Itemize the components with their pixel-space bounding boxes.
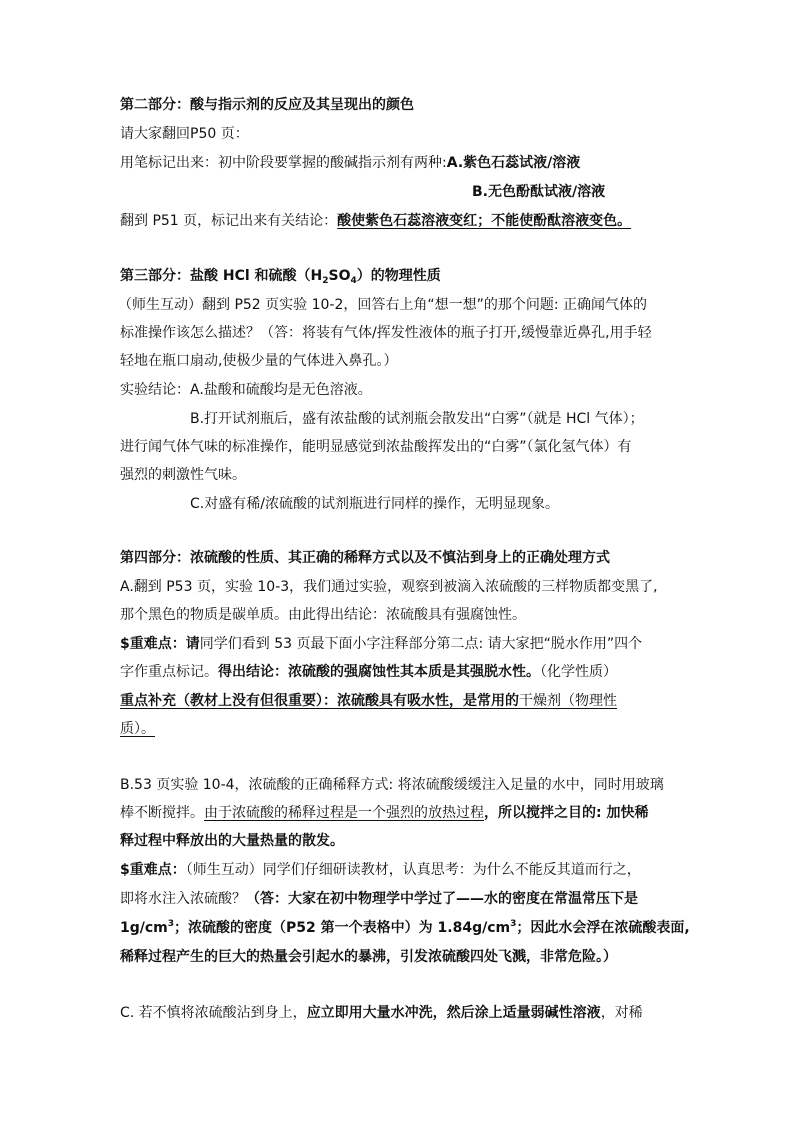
part2-line2-prefix: 用笔标记出来：初中阶段要掌握的酸碱指示剂有两种: (120, 155, 447, 171)
part3-heading-sub2: 4 (350, 276, 357, 286)
part2-conclusion: 酸使紫色石蕊溶液变红；不能使酚酞溶液变色。 (337, 213, 632, 229)
part2-line3-prefix: 翻到 P51 页，标记出来有关结论： (120, 213, 338, 229)
part3-p1-line3: 轻地在瓶口扇动,使极少量的气体进入鼻孔。） (120, 353, 398, 369)
part4-heading: 第四部分：浓硫酸的性质、其正确的稀释方式以及不慎沾到身上的正确处理方式 (120, 550, 610, 566)
part4-c-line (120, 1003, 643, 1023)
part2-line2 (120, 153, 580, 173)
part4-b-line1: B.53 页实验 10-4，浓硫酸的正确稀释方式: 将浓硫酸缓缓注入足量的水中，同时用玻璃 (120, 777, 664, 793)
indicator-item-b: B.无色酚酞试液/溶液 (472, 184, 606, 200)
keypoint2-line3-sup1: 3 (167, 919, 175, 929)
part2-heading: 第二部分：酸与指示剂的反应及其呈现出的颜色 (120, 97, 414, 113)
keypoint1-line1-rest: 同学们看到 53 页最下面小字注释部分第二点: 请大家把“脱水作用”四个 (199, 636, 643, 652)
conclusion-b-line3: 强烈的刺激性气味。 (120, 467, 246, 483)
part4-b-line2 (120, 803, 648, 823)
keypoint1-bold: 请 (185, 636, 200, 652)
part3-heading (120, 266, 441, 286)
part3-p1-line2: 标准操作该怎么描述？（答：将装有气体/挥发性液体的瓶子打开,缓慢靠近鼻孔,用手轻 (120, 325, 652, 341)
keypoint1-line1 (120, 634, 642, 654)
keypoint2-line1-rest: （师生互动）同学们仔细研读教材，认真思考：为什么不能反其道而行之， (185, 862, 641, 878)
part4-b-underline: 由于浓硫酸的稀释过程是一个强烈的放热过程 (204, 805, 484, 821)
part3-heading-mid: SO (328, 268, 351, 284)
part3-p1-line1: （师生互动）翻到 P52 页实验 10-2，回答右上角“想一想”的那个问题: 正确闻气体的 (118, 297, 648, 313)
part4-b-line2-prefix: 棒不断搅拌。 (120, 805, 204, 821)
part4-b-bold: ，所以搅拌之目的: 加快稀 (484, 805, 649, 821)
keypoint2-line3 (120, 918, 690, 938)
keypoint2-line3-sup2: 3 (510, 919, 517, 929)
conclusion-b-line1: B.打开试剂瓶后，盛有浓盐酸的试剂瓶会散发出“白雾”（就是 HCl 气体）； (190, 411, 644, 427)
keypoint2-line4: 稀释过程产生的巨大的热量会引起水的暴沸，引发浓硫酸四处飞溅，非常危险。） (120, 949, 617, 965)
part4-c-suffix: ，对稀 (600, 1005, 643, 1021)
part3-heading-prefix: 第三部分：盐酸 HCl 和硫酸（H (120, 268, 323, 284)
conclusion-c: C.对盛有稀/浓硫酸的试剂瓶进行同样的操作，无明显现象。 (190, 496, 559, 512)
keypoint2-line1 (120, 860, 641, 880)
keypoint1-line2-suffix: （化学性质） (540, 664, 617, 680)
supplement-bold: 重点补充（教材上没有但很重要）：浓硫酸具有吸水性，是常用的 (120, 693, 519, 709)
supplement-line1 (120, 691, 617, 711)
keypoint2-label: $重难点： (120, 862, 186, 878)
keypoint2-line3-a: 1g/cm (120, 920, 168, 936)
part4-c-bold: 应立即用大量水冲洗，然后涂上适量弱碱性溶液 (306, 1005, 601, 1021)
indicator-item-a: A.紫色石蕊试液/溶液 (446, 155, 581, 171)
keypoint1-line2-prefix: 字作重点标记。 (120, 664, 218, 680)
supplement-rest: 干燥剂（物理性 (519, 693, 617, 709)
part3-heading-sub1: 2 (322, 276, 329, 286)
keypoint2-line3-b: ；浓硫酸的密度（P52 第一个表格中）为 1.84g/cm (174, 920, 511, 936)
keypoint2-line2-prefix: 即将水注入浓硫酸？ (120, 891, 246, 907)
keypoint1-conclusion: 得出结论：浓硫酸的强腐蚀性其本质是其强脱水性。 (218, 664, 540, 680)
part2-line1: 请大家翻回P50 页： (120, 126, 249, 142)
part2-line3 (120, 211, 631, 231)
supplement-line2: 质）。 (120, 721, 155, 737)
conclusion-b-line2: 进行闻气体气味的标准操作，能明显感觉到浓盐酸挥发出的“白雾”（氯化氢气体）有 (120, 439, 632, 455)
part4-a-line2: 那个黑色的物质是碳单质。由此得出结论：浓硫酸具有强腐蚀性。 (120, 607, 526, 623)
part3-heading-suffix: ）的物理性质 (356, 268, 441, 284)
keypoint2-line2 (120, 889, 638, 909)
part4-b-line3: 释过程中释放出的大量热量的散发。 (120, 833, 344, 849)
keypoint1-line2 (120, 662, 617, 682)
part4-a-line1: A.翻到 P53 页，实验 10-3，我们通过实验，观察到被滴入浓硫酸的三样物质都变黑了, (120, 579, 658, 595)
keypoint2-line3-c: ；因此水会浮在浓硫酸表面, (516, 920, 690, 936)
keypoint1-label: $重难点： (120, 636, 186, 652)
part4-c-prefix: C. 若不慎将浓硫酸沾到身上， (120, 1005, 307, 1021)
keypoint2-answer-start: （答：大家在初中物理学中学过了——水的密度在常温常压下是 (246, 891, 638, 907)
conclusion-a: 实验结论：A.盐酸和硫酸均是无色溶液。 (120, 382, 372, 398)
